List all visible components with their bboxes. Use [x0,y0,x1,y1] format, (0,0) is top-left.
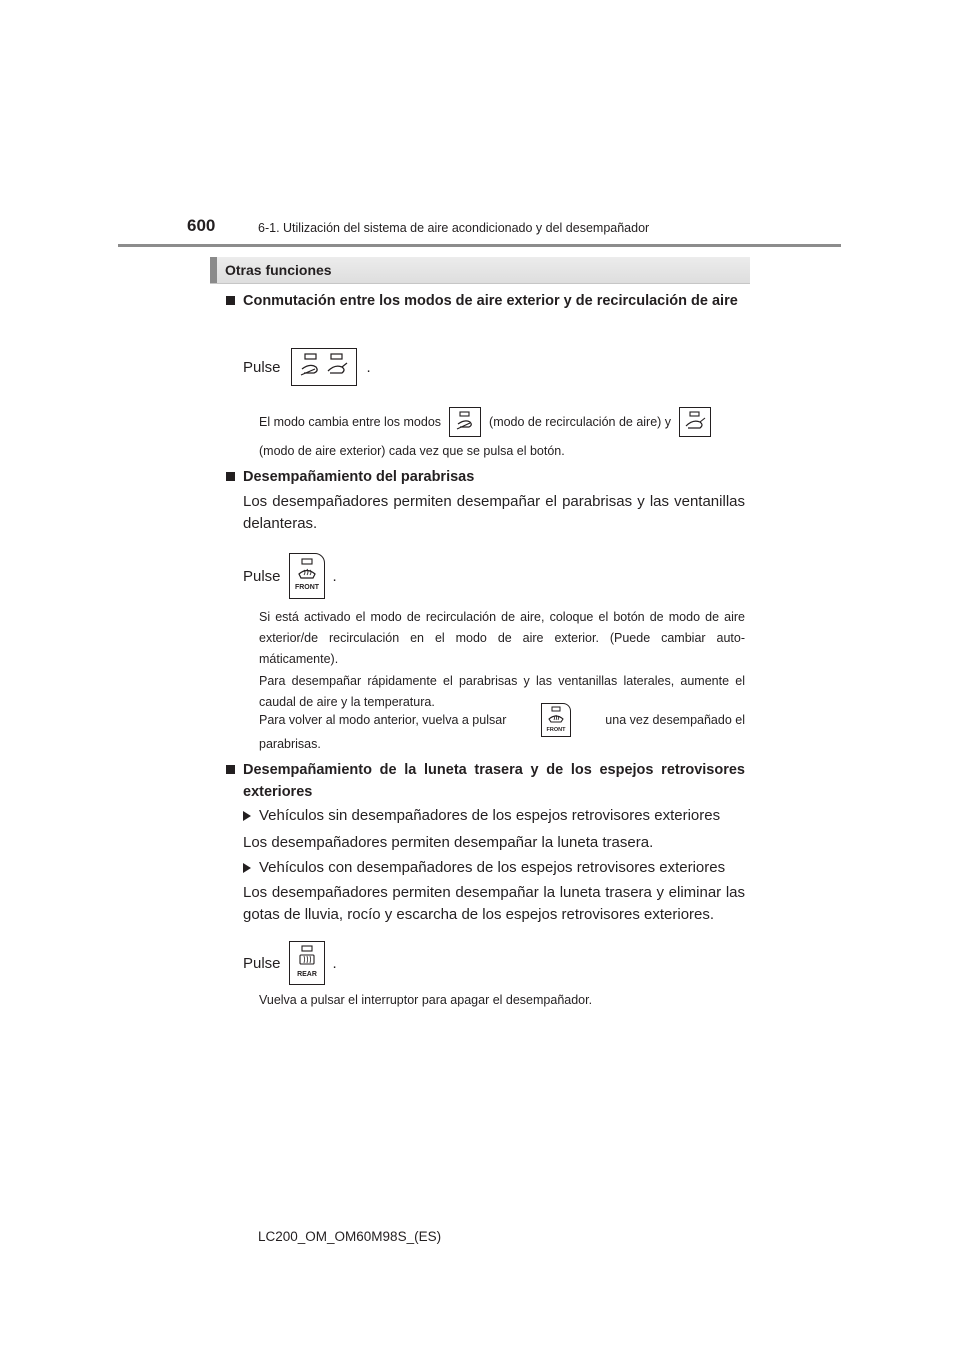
bullet-square [226,296,235,305]
bullet-square [226,472,235,481]
running-header: 6-1. Utilización del sistema de aire acondicionado y del desempañador [258,221,650,235]
pulse-word: Pulse [243,567,281,585]
front-defogger-icon [541,703,571,737]
bullet-triangle [243,863,251,873]
pulse-word: Pulse [243,954,281,972]
section-header [210,257,750,284]
pulse-end: . [366,358,371,376]
pulse-end: . [332,954,337,972]
rear-note: Vuelva a pulsar el interruptor para apagar el desempañador. [259,993,593,1007]
sub-item-with-mirror-defoggers: Vehículos con desempañadores de los espejos retrovisores exteriores [243,857,745,879]
pulse-word: Pulse [243,358,281,376]
rear-body2: Los desempañadores permiten desempañar la luneta trasera y eliminar las gotas de lluvia, rocío y escarcha de los espejos retrovisores exteriores. [243,884,745,923]
recirculation-outside-air-icon [291,348,357,386]
rear-defogger-icon [289,941,325,985]
front-label: FRONT [294,584,319,591]
sub-item-without-mirror-defoggers: Vehículos sin desempañadores de los espejos retrovisores exteriores [243,805,745,827]
front-defogger-icon [289,553,325,599]
note-air-mode-line1: El modo cambia entre los modos (modo de recirculación de aire) y [259,407,711,437]
windshield-body: Los desempañadores permiten desempañar el parabrisas y las ventanillas delanteras. [243,493,745,532]
windshield-note1: Si está activado el modo de recirculación de aire, coloque el botón de modo de aire exterior/de recirculación en el modo de aire exterior. (Puede cambiar auto-máticamente). [259,610,745,666]
item-heading-windshield: Desempañamiento del parabrisas [226,466,745,488]
front-label: FRONT [546,727,566,733]
section-title: Otras funciones [225,262,332,278]
windshield-note2: Para desempañar rápidamente el parabrisas y las ventanillas laterales, aumente el caudal de aire y la temperatura. [259,674,745,709]
note-air-mode-line2: (modo de aire exterior) cada vez que se pulsa el botón. [259,444,565,458]
pulse-line-rear [243,941,337,985]
footer-code: LC200_OM_OM60M98S_(ES) [258,1229,442,1244]
item-heading-air-mode: Conmutación entre los modos de aire exterior y de recirculación de aire [226,290,745,334]
windshield-note3-line2: parabrisas. [259,737,321,751]
pulse-line-windshield [243,553,337,599]
bullet-square [226,765,235,774]
pulse-end: . [332,567,337,585]
pulse-line-air-mode [243,348,371,386]
bullet-triangle [243,811,251,821]
header-rule [118,244,841,247]
rear-label: REAR [296,971,317,978]
item-heading-rear-defogger: Desempañamiento de la luneta trasera y de los espejos retrovisores exteriores [226,759,745,803]
page-number: 600 [187,216,216,235]
section-accent [210,257,217,283]
recirculation-icon [449,407,481,437]
outside-air-icon [679,407,711,437]
windshield-note3-line1: Para volver al modo anterior, vuelva a pulsar FRONT una vez desempañado el [259,704,745,736]
rear-body1: Los desempañadores permiten desempañar la luneta trasera. [243,834,654,851]
